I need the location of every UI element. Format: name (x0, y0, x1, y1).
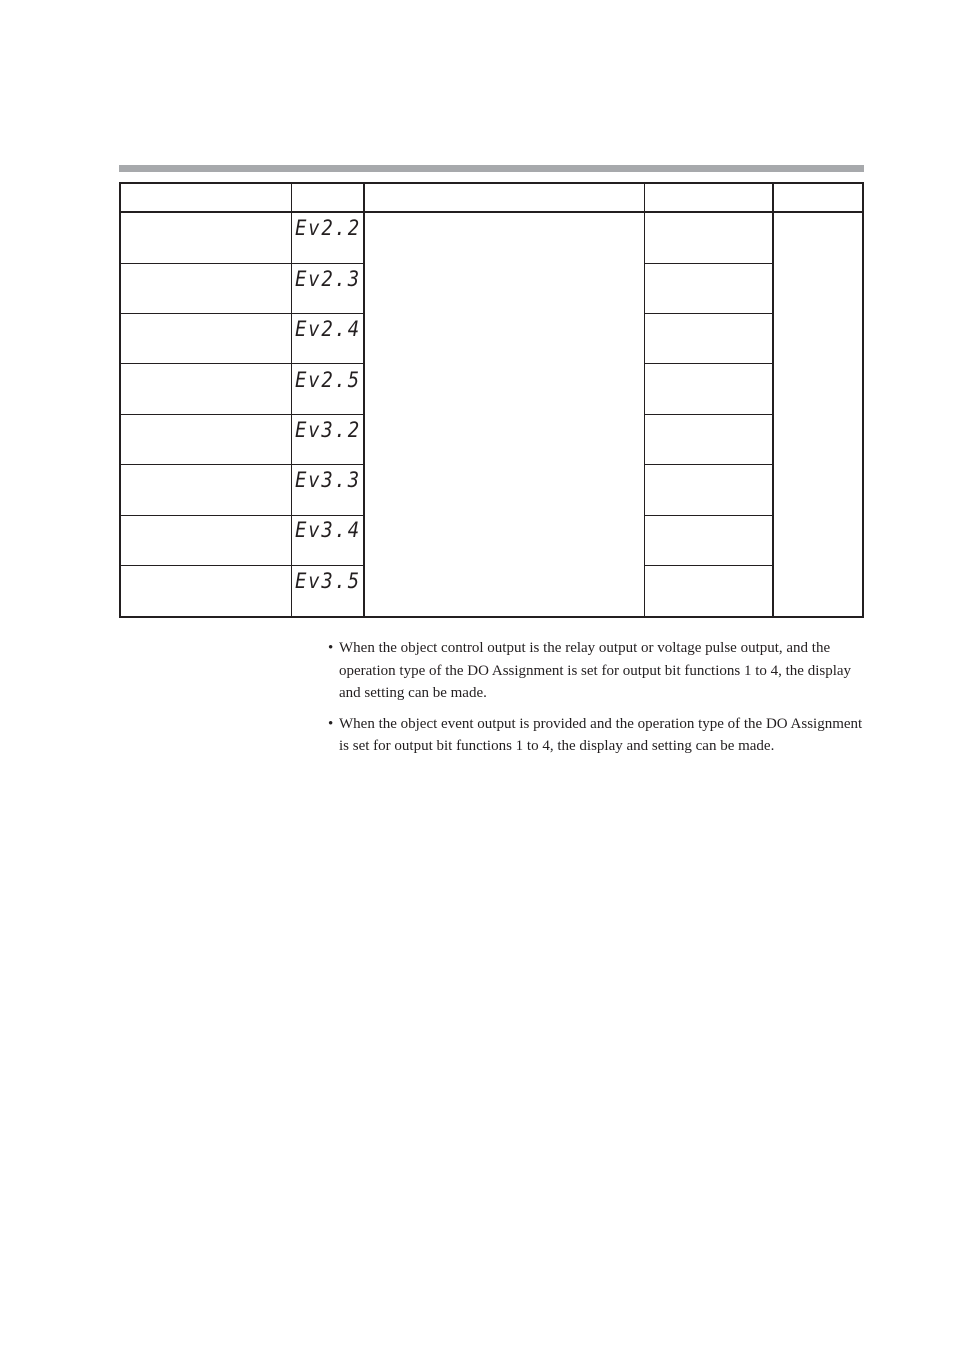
display-code: Ev2.2 (295, 216, 361, 240)
table-border-right (862, 182, 864, 618)
row-divider (644, 464, 773, 465)
note-text: When the object control output is the relay output or voltage pulse output, and the operation type of the DO Assignment is set for output bit functions 1 to 4, the display and setting can be made. (339, 640, 852, 701)
row-divider (119, 565, 364, 566)
display-code: Ev3.3 (295, 468, 361, 492)
display-code: Ev3.5 (295, 569, 361, 593)
display-code: Ev2.4 (295, 317, 361, 341)
table-border-left (119, 182, 121, 618)
bullet-icon: • (328, 640, 334, 656)
column-divider-2 (363, 182, 365, 618)
header-divider (119, 211, 864, 213)
row-divider (119, 363, 364, 364)
row-divider (644, 515, 773, 516)
row-divider (119, 414, 364, 415)
section-header-bar (119, 165, 864, 172)
notes-list (328, 637, 864, 766)
note-item (328, 637, 864, 705)
table-border-bottom (119, 616, 864, 618)
display-code: Ev2.5 (295, 368, 361, 392)
row-divider (644, 414, 773, 415)
column-divider-4 (772, 182, 774, 618)
row-divider (644, 263, 773, 264)
column-divider-1 (291, 182, 292, 618)
row-divider (119, 263, 364, 264)
note-text: When the object event output is provided and the operation type of the DO Assignment is set for output bit functions 1 to 4, the display and setting can be made. (339, 715, 863, 754)
bullet-icon: • (328, 715, 334, 732)
column-divider-3 (644, 182, 645, 618)
row-divider (644, 565, 773, 566)
row-divider (119, 313, 364, 314)
display-code: Ev2.3 (295, 267, 361, 291)
row-divider (119, 464, 364, 465)
row-divider (644, 313, 773, 314)
note-item (328, 713, 864, 758)
display-code: Ev3.2 (295, 418, 361, 442)
parameter-table (119, 182, 864, 618)
display-code: Ev3.4 (295, 518, 361, 542)
table-border-top (119, 182, 864, 184)
row-divider (644, 363, 773, 364)
